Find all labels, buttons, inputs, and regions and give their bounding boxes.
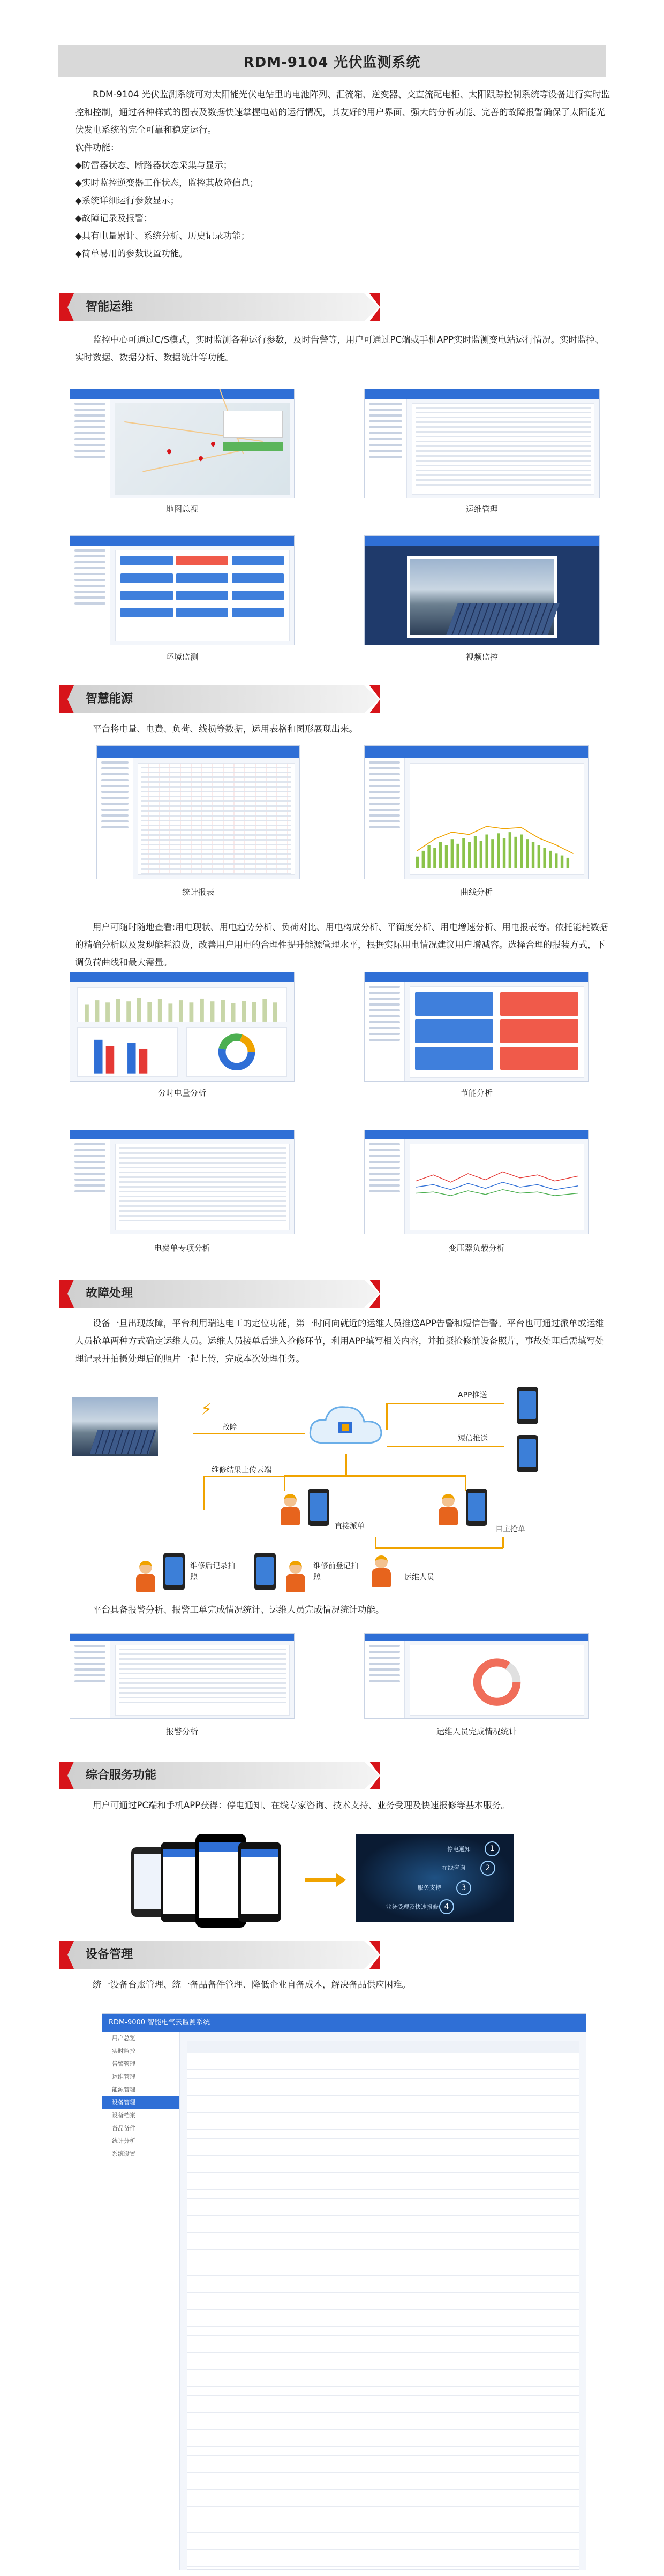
feature-item: ◆系统详细运行参数显示； bbox=[75, 195, 179, 206]
screenshot-transformer-load bbox=[364, 1130, 589, 1234]
service-item: 服务支持 bbox=[418, 1884, 441, 1891]
caption: 环境监测 bbox=[165, 652, 198, 662]
flow-label-upload: 维修结果上传云端 bbox=[212, 1466, 271, 1475]
screenshot-device-management bbox=[102, 2013, 586, 2570]
app-sidebar bbox=[102, 2032, 180, 2570]
step-number: 2 bbox=[480, 1861, 495, 1876]
caption: 变压器负载分析 bbox=[448, 1243, 505, 1253]
caption: 电费单专项分析 bbox=[154, 1243, 210, 1253]
sidebar-item[interactable]: 运维管理 bbox=[112, 2073, 135, 2080]
flow-arrow bbox=[345, 1454, 347, 1475]
phone-icon bbox=[308, 1489, 329, 1526]
page-title-bar bbox=[58, 45, 606, 77]
caption: 曲线分析 bbox=[460, 887, 493, 897]
flow-arrow bbox=[465, 1475, 466, 1491]
flow-arrow bbox=[375, 1537, 376, 1548]
section-title: 综合服务功能 bbox=[86, 1769, 157, 1782]
screenshot-ops-management bbox=[364, 389, 600, 498]
caption: 地图总视 bbox=[165, 504, 198, 514]
screenshot-statistics-report bbox=[96, 745, 300, 879]
engineer-icon bbox=[134, 1561, 157, 1593]
energy-desc-text: 平台将电量、电费、负荷、线损等数据，运用表格和图形展现出来。 bbox=[93, 724, 358, 734]
solar-panel-image bbox=[90, 1430, 157, 1454]
fault-desc-text: 设备一旦出现故障，平台利用瑞达电工的定位功能，第一时间向就近的运维人员推送APP告警和短信告警。平台也可通过派单或运维人员抢单两种方式确定运维人员。运维人员接单后进入抢修环节，利用APP填写相关内容，并拍摄抢修前设备照片，事故处理后需填写处理记录并拍摄处理后的照片一起上传，完成本次处理任务。 bbox=[75, 1318, 605, 1364]
screenshot-energy-saving bbox=[364, 972, 589, 1082]
section-header-ops bbox=[59, 293, 380, 321]
flow-label-before-photo: 维修前登记拍照 bbox=[313, 1562, 358, 1581]
service-item: 在线咨询 bbox=[442, 1864, 465, 1871]
device-desc-text: 统一设备台账管理、统一备品备件管理、降低企业自备成本，解决备品供应困难。 bbox=[93, 1980, 411, 1990]
energy-desc2-text: 用户可随时随地查看:用电现状、用电趋势分析、负荷对比、用电构成分析、平衡度分析、用电增速分析、用电报表等。依托能耗数据的精确分析以及发现能耗浪费，改善用户用电的合理性提升能源管理水平，根据实际用电情况建议用户增减容。选择合理的报装方式，下调负荷曲线和最大需量。 bbox=[75, 922, 608, 968]
caption: 运维管理 bbox=[465, 504, 498, 514]
caption: 报警分析 bbox=[165, 1727, 198, 1736]
flow-arrow bbox=[305, 1878, 337, 1882]
phone-icon bbox=[517, 1435, 538, 1472]
caption: 节能分析 bbox=[460, 1088, 493, 1098]
screenshot-environment-monitoring bbox=[70, 535, 295, 645]
flow-label-after-photo: 维修后记录拍照 bbox=[190, 1562, 235, 1581]
phone-icon bbox=[163, 1553, 185, 1590]
flow-label-grab: 自主抢单 bbox=[495, 1525, 525, 1533]
sidebar-item[interactable]: 能源管理 bbox=[112, 2086, 135, 2093]
section-header-service bbox=[59, 1762, 380, 1789]
flow-arrow bbox=[284, 1475, 285, 1491]
flow-label-app-push: APP推送 bbox=[458, 1391, 487, 1400]
feature-item: ◆具有电量累计、系统分析、历史记录功能； bbox=[75, 231, 250, 241]
feature-item: ◆防雷器状态、断路器状态采集与显示； bbox=[75, 160, 232, 170]
section-header-energy bbox=[59, 685, 380, 713]
sidebar-item[interactable]: 统计分析 bbox=[112, 2137, 135, 2144]
sidebar-item[interactable]: 系统设置 bbox=[112, 2150, 135, 2157]
sidebar-item[interactable]: 实时监控 bbox=[112, 2048, 135, 2054]
screenshot-curve-analysis bbox=[364, 745, 589, 879]
ops-desc bbox=[75, 331, 610, 366]
page-title: RDM-9104 光伏监测系统 bbox=[243, 54, 421, 71]
intro-text: RDM-9104 光伏监测系统可对太阳能光伏电站里的电池阵列、汇流箱、逆变器、交直流配电柜、太阳跟踪控制系统等设备进行实时监控和控制，通过各种样式的图表及数据快速掌握电站的运行情况，其友好的用户界面、强大的分析功能、完善的故障报警确保了太阳能光伏发电系统的完全可靠和稳定运行。 bbox=[75, 89, 610, 135]
service-desc bbox=[75, 1796, 610, 1814]
cloud-icon bbox=[305, 1397, 386, 1451]
caption: 统计报表 bbox=[182, 887, 214, 897]
step-number: 3 bbox=[456, 1880, 471, 1895]
sidebar-item[interactable]: 备品备件 bbox=[112, 2125, 135, 2132]
step-number: 4 bbox=[439, 1899, 454, 1914]
engineer-icon bbox=[436, 1494, 460, 1526]
section-header-fault bbox=[59, 1280, 380, 1308]
flow-label-sms-push: 短信推送 bbox=[458, 1434, 488, 1443]
device-table bbox=[187, 2041, 579, 2570]
section-title: 智慧能源 bbox=[86, 692, 133, 706]
flow-label-staff: 运维人员 bbox=[404, 1573, 434, 1582]
engineer-icon bbox=[369, 1555, 393, 1588]
screenshot-staff-completion bbox=[364, 1633, 589, 1719]
flow-arrow bbox=[375, 1547, 503, 1549]
screenshot-electricity-bill bbox=[70, 1130, 295, 1234]
service-item: 业务受理及快速报修 bbox=[386, 1903, 439, 1910]
features-title: 软件功能： bbox=[75, 142, 119, 153]
ops-desc-text: 监控中心可通过C/S模式，实时监测各种运行参数，及时告警等，用户可通过PC端或手机APP实时监测变电站运行情况。实时监控、实时数据、数据分析、数据统计等功能。 bbox=[75, 335, 604, 362]
app-title: RDM-9000 智能电气云监测系统 bbox=[102, 2014, 586, 2032]
screenshot-map-overview bbox=[70, 389, 295, 498]
section-title: 智能运维 bbox=[86, 300, 133, 314]
sidebar-item[interactable]: 用户总览 bbox=[112, 2035, 135, 2042]
device-desc bbox=[75, 1976, 610, 1993]
engineer-icon bbox=[284, 1561, 307, 1593]
screenshot-time-of-use-energy bbox=[70, 972, 295, 1082]
phone-icon bbox=[517, 1387, 538, 1424]
flow-arrow bbox=[203, 1476, 205, 1510]
curve-bars bbox=[410, 764, 584, 874]
screenshot-video-surveillance bbox=[364, 535, 600, 645]
fault-desc bbox=[75, 1315, 610, 1368]
caption: 视频监控 bbox=[465, 652, 498, 662]
step-number: 1 bbox=[485, 1841, 500, 1856]
feature-item: ◆实时监控逆变器工作状态，监控其故障信息； bbox=[75, 178, 259, 188]
caption: 运维人员完成情况统计 bbox=[436, 1727, 517, 1736]
energy-desc bbox=[75, 720, 610, 738]
service-item: 停电通知 bbox=[447, 1846, 471, 1853]
flow-arrow bbox=[502, 1537, 504, 1548]
flow-arrow bbox=[387, 1446, 504, 1447]
phone-icon bbox=[466, 1489, 487, 1526]
engineer-icon bbox=[278, 1494, 302, 1526]
flow-label-fault: 故障 bbox=[222, 1423, 237, 1432]
fault-desc2-text: 平台具备报警分析、报警工单完成情况统计、运维人员完成情况统计功能。 bbox=[93, 1605, 384, 1615]
fault-desc2 bbox=[75, 1601, 610, 1619]
caption: 分时电量分析 bbox=[157, 1088, 206, 1098]
flow-arrow bbox=[387, 1403, 504, 1404]
energy-desc2 bbox=[75, 918, 610, 971]
flow-arrow bbox=[193, 1433, 305, 1434]
lightning-icon: ⚡ bbox=[201, 1400, 213, 1419]
flow-label-dispatch: 直接派单 bbox=[335, 1522, 365, 1531]
service-feature-panel bbox=[356, 1834, 514, 1922]
phone-icon bbox=[254, 1553, 276, 1590]
sidebar-item[interactable]: 设备管理 bbox=[102, 2096, 179, 2109]
intro-block bbox=[75, 86, 610, 262]
section-title: 设备管理 bbox=[86, 1948, 133, 1961]
service-desc-text: 用户可通过PC端和手机APP获得：停电通知、在线专家咨询、技术支持、业务受理及快速报修等基本服务。 bbox=[93, 1800, 510, 1810]
section-title: 故障处理 bbox=[86, 1287, 133, 1300]
feature-item: ◆简单易用的参数设置功能。 bbox=[75, 248, 188, 259]
flow-arrow bbox=[284, 1475, 466, 1477]
sidebar-item[interactable]: 设备档案 bbox=[112, 2112, 135, 2119]
flow-arrow bbox=[386, 1403, 388, 1430]
feature-item: ◆故障记录及报警； bbox=[75, 213, 153, 223]
sidebar-item[interactable]: 告警管理 bbox=[112, 2060, 135, 2067]
section-header-device bbox=[59, 1941, 380, 1969]
arrow-head bbox=[336, 1873, 346, 1887]
screenshot-alarm-analysis bbox=[70, 1633, 295, 1719]
